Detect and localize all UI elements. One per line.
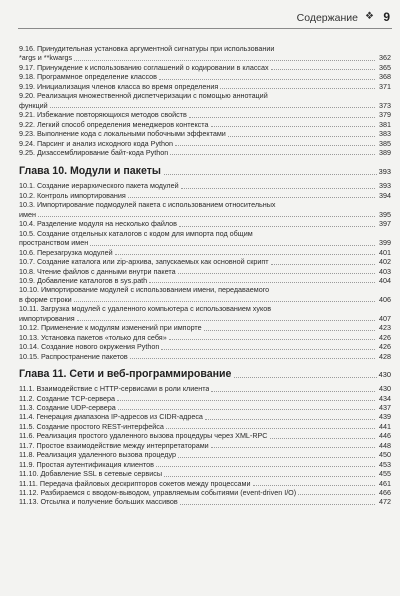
toc-entry-title: 11.12. Разбираемся с вводом-выводом, управляемым событиями (event-driven I/O) xyxy=(19,488,297,498)
dot-leader xyxy=(164,174,377,175)
toc-entry-title: 10.1. Создание иерархического пакета модулей xyxy=(19,181,179,191)
toc-entry-title: 9.21. Избежание повторяющихся методов свойств xyxy=(19,110,187,120)
toc-entry-page: 365 xyxy=(379,62,391,72)
dot-leader xyxy=(211,126,376,127)
toc-entry-title: 9.19. Инициализация членов класса во время определения xyxy=(19,81,219,91)
toc-entry-page: 385 xyxy=(379,138,391,148)
toc-entry[interactable] xyxy=(19,82,391,91)
dot-leader xyxy=(161,349,375,350)
toc-entry-title: 9.20. Реализация множественной диспетчеризации с помощью аннотаций xyxy=(19,91,268,101)
toc-entry-page: 394 xyxy=(379,190,391,200)
toc-entry[interactable] xyxy=(19,431,391,440)
dot-leader xyxy=(159,79,375,80)
toc-entry-page: 455 xyxy=(379,469,391,479)
dot-leader xyxy=(205,419,375,420)
toc-entry-page: 402 xyxy=(379,257,391,267)
toc-entry-title: пространством имен xyxy=(19,238,89,248)
chapter-9-tail-list xyxy=(19,44,391,157)
toc-entry-page: 423 xyxy=(379,323,391,333)
dot-leader xyxy=(77,320,375,321)
toc-entry-title: 9.25. Дизассемблирование байт-кода Python xyxy=(19,147,169,157)
toc-entry[interactable] xyxy=(19,304,391,313)
toc-entry[interactable] xyxy=(19,323,391,332)
toc-entry-page: 362 xyxy=(379,53,391,63)
toc-entry-title: 9.18. Программное определение классов xyxy=(19,72,157,82)
running-header xyxy=(0,10,400,28)
toc-entry-title: 11.10. Добавление SSL в сетевые сервисы xyxy=(19,469,163,479)
chapter-11-heading[interactable] xyxy=(19,368,391,381)
toc-entry-title: 10.13. Установка пакетов «только для себя» xyxy=(19,332,167,342)
dot-leader xyxy=(298,494,375,495)
toc-entry[interactable] xyxy=(19,285,391,294)
toc-entry-page: 426 xyxy=(379,342,391,352)
dot-leader xyxy=(118,409,375,410)
toc-entry[interactable] xyxy=(19,63,391,72)
toc-entry-page: 403 xyxy=(379,266,391,276)
toc-entry[interactable] xyxy=(19,412,391,421)
toc-entry-title: 9.17. Принуждение к использованию соглашений о кодировании в классах xyxy=(19,62,269,72)
toc-entry-title: 11.3. Создание UDP-сервера xyxy=(19,402,116,412)
toc-entry[interactable] xyxy=(19,394,391,403)
dot-leader xyxy=(178,457,375,458)
dot-leader xyxy=(130,358,375,359)
dot-leader xyxy=(166,428,375,429)
toc-entry-title: 10.2. Контроль импортирования xyxy=(19,190,126,200)
toc-entry[interactable] xyxy=(19,352,391,361)
toc-entry-page: 401 xyxy=(379,247,391,257)
toc-entry-title: *args и **kwargs xyxy=(19,53,73,63)
toc-entry[interactable] xyxy=(19,479,391,488)
dot-leader xyxy=(149,282,375,283)
toc-entry[interactable] xyxy=(19,229,391,238)
dot-leader xyxy=(228,136,375,137)
toc-entry[interactable] xyxy=(19,450,391,459)
toc-entry-title: 10.3. Импортирование подмодулей пакета с использованием относительных xyxy=(19,200,276,210)
dot-leader xyxy=(170,154,375,155)
toc-entry[interactable] xyxy=(19,314,391,323)
toc-entry[interactable] xyxy=(19,110,391,119)
toc-entry-title: 11.11. Передача файловых дескрипторов сокетов между процессами xyxy=(19,478,251,488)
toc-entry-title: в форме строки xyxy=(19,294,72,304)
dot-leader xyxy=(211,391,375,392)
toc-entry-title: функций xyxy=(19,100,48,110)
toc-entry-title: 11.2. Создание TCP-сервера xyxy=(19,393,115,403)
toc-entry[interactable] xyxy=(19,120,391,129)
toc-entry-title: 11.7. Простое взаимодействие между интерпретаторами xyxy=(19,440,209,450)
toc-entry[interactable] xyxy=(19,53,391,62)
chapter-10-heading[interactable] xyxy=(19,165,391,178)
table-of-contents xyxy=(19,44,391,507)
toc-entry-page: 404 xyxy=(379,275,391,285)
dot-leader xyxy=(74,301,375,302)
dot-leader xyxy=(271,264,375,265)
toc-entry-page: 397 xyxy=(379,219,391,229)
diamond-icon: ❖ xyxy=(365,11,374,22)
toc-entry[interactable] xyxy=(19,460,391,469)
dot-leader xyxy=(115,254,375,255)
toc-entry[interactable] xyxy=(19,403,391,412)
dot-leader xyxy=(156,466,375,467)
toc-entry-page: 453 xyxy=(379,459,391,469)
toc-entry-page: 381 xyxy=(379,119,391,129)
toc-entry-title: 10.6. Перезагрузка модулей xyxy=(19,247,113,257)
dot-leader xyxy=(50,107,375,108)
toc-entry[interactable] xyxy=(19,257,391,266)
toc-entry-title: 9.22. Легкий способ определения менеджеров контекста xyxy=(19,119,209,129)
toc-entry[interactable] xyxy=(19,497,391,506)
toc-entry[interactable] xyxy=(19,267,391,276)
toc-entry-page: 430 xyxy=(379,384,391,394)
toc-entry-title: 10.7. Создание каталога или zip-архива, запускаемых как основной скрипт xyxy=(19,257,269,267)
dot-leader xyxy=(204,330,375,331)
chapter-11-title: Глава 11. Сети и веб-программирование xyxy=(19,368,232,381)
toc-entry-page: 428 xyxy=(379,351,391,361)
dot-leader xyxy=(270,438,376,439)
toc-entry-page: 426 xyxy=(379,332,391,342)
toc-entry-page: 450 xyxy=(379,450,391,460)
dot-leader xyxy=(38,216,375,217)
dot-leader xyxy=(117,400,375,401)
toc-entry-page: 383 xyxy=(379,129,391,139)
dot-leader xyxy=(253,485,376,486)
toc-entry-page: 472 xyxy=(379,497,391,507)
toc-entry-title: 9.24. Парсинг и анализ исходного кода Python xyxy=(19,138,174,148)
toc-entry-title: 11.13. Отсылка и получение больших массивов xyxy=(19,497,178,507)
toc-entry-title: 11.1. Взаимодействие с HTTP-сервисами в роли клиента xyxy=(19,384,210,394)
dot-leader xyxy=(180,504,375,505)
toc-entry-page: 406 xyxy=(379,294,391,304)
toc-entry[interactable] xyxy=(19,276,391,285)
toc-entry[interactable] xyxy=(19,139,391,148)
toc-entry[interactable] xyxy=(19,210,391,219)
toc-entry-page: 373 xyxy=(379,100,391,110)
toc-entry-title: 10.4. Разделение модуля на несколько файлов xyxy=(19,219,177,229)
toc-entry-title: 10.8. Чтение файлов с данными внутри пакета xyxy=(19,266,176,276)
toc-entry-page: 441 xyxy=(379,421,391,431)
toc-entry[interactable] xyxy=(19,422,391,431)
toc-entry[interactable] xyxy=(19,44,391,53)
dot-leader xyxy=(175,145,375,146)
toc-entry[interactable] xyxy=(19,91,391,100)
toc-entry[interactable] xyxy=(19,191,391,200)
page-number: 9 xyxy=(383,10,390,24)
chapter-11-list xyxy=(19,384,391,507)
toc-entry[interactable] xyxy=(19,295,391,304)
toc-entry[interactable] xyxy=(19,129,391,138)
chapter-10-page: 393 xyxy=(378,167,391,177)
toc-entry-page: 399 xyxy=(379,238,391,248)
toc-entry-title: 10.12. Применение к модулям изменений при импорте xyxy=(19,323,202,333)
chapter-10-list xyxy=(19,181,391,361)
dot-leader xyxy=(271,69,375,70)
toc-entry[interactable] xyxy=(19,342,391,351)
toc-entry-title: 10.10. Импортирование модулей с использованием имени, передаваемого xyxy=(19,285,270,295)
toc-entry-page: 448 xyxy=(379,440,391,450)
dot-leader xyxy=(220,88,375,89)
toc-entry-page: 389 xyxy=(379,147,391,157)
toc-entry-title: 9.23. Выполнение кода с локальными побочными эффектами xyxy=(19,129,226,139)
toc-entry[interactable] xyxy=(19,384,391,393)
toc-entry[interactable] xyxy=(19,200,391,209)
toc-entry-title: 11.6. Реализация простого удаленного вызова процедуры через XML-RPC xyxy=(19,431,268,441)
toc-entry-page: 446 xyxy=(379,431,391,441)
toc-entry[interactable] xyxy=(19,148,391,157)
toc-entry[interactable] xyxy=(19,238,391,247)
chapter-11-page: 430 xyxy=(378,370,391,380)
toc-entry[interactable] xyxy=(19,441,391,450)
toc-entry-title: 10.11. Загрузка модулей с удаленного компьютера с использованием хуков xyxy=(19,304,272,314)
toc-entry-page: 395 xyxy=(379,209,391,219)
toc-entry-page: 437 xyxy=(379,402,391,412)
dot-leader xyxy=(211,447,375,448)
toc-entry-page: 439 xyxy=(379,412,391,422)
toc-entry-title: импортирования xyxy=(19,313,75,323)
dot-leader xyxy=(181,188,375,189)
toc-entry-page: 407 xyxy=(379,313,391,323)
toc-entry-title: 10.14. Создание нового окружения Python xyxy=(19,342,160,352)
toc-entry-title: 11.9. Простая аутентификация клиентов xyxy=(19,459,154,469)
toc-entry-page: 434 xyxy=(379,393,391,403)
toc-entry-title: 11.5. Создание простого REST-интерфейса xyxy=(19,421,164,431)
toc-entry-title: имен xyxy=(19,209,36,219)
toc-entry-page: 393 xyxy=(379,181,391,191)
header-rule xyxy=(18,28,392,29)
toc-entry-page: 368 xyxy=(379,72,391,82)
toc-entry-page: 461 xyxy=(379,478,391,488)
dot-leader xyxy=(234,377,376,378)
toc-entry[interactable] xyxy=(19,488,391,497)
dot-leader xyxy=(189,117,375,118)
dot-leader xyxy=(128,197,375,198)
dot-leader xyxy=(169,339,375,340)
dot-leader xyxy=(178,273,375,274)
chapter-10-title: Глава 10. Модули и пакеты xyxy=(19,165,161,178)
toc-entry-page: 371 xyxy=(379,81,391,91)
toc-entry-page: 466 xyxy=(379,488,391,498)
toc-entry[interactable] xyxy=(19,469,391,478)
toc-entry-title: 9.16. Принудительная установка аргументной сигнатуры при использовании xyxy=(19,44,275,53)
toc-entry[interactable] xyxy=(19,72,391,81)
dot-leader xyxy=(90,245,375,246)
header-title: Содержание xyxy=(296,12,358,24)
dot-leader xyxy=(164,476,375,477)
toc-entry[interactable] xyxy=(19,248,391,257)
toc-entry-title: 10.15. Распространение пакетов xyxy=(19,351,128,361)
toc-entry[interactable] xyxy=(19,101,391,110)
dot-leader xyxy=(74,60,375,61)
toc-entry-title: 11.8. Реализация удаленного вызова процедур xyxy=(19,450,176,460)
toc-entry-title: 10.5. Создание отдельных каталогов с кодом для импорта под общим xyxy=(19,228,253,238)
toc-entry[interactable] xyxy=(19,219,391,228)
toc-entry-title: 10.9. Добавление каталогов в sys.path xyxy=(19,275,148,285)
dot-leader xyxy=(179,226,375,227)
toc-entry-page: 379 xyxy=(379,110,391,120)
toc-entry[interactable] xyxy=(19,181,391,190)
toc-entry-title: 11.4. Генерация диапазона IP-адресов из CIDR-адреса xyxy=(19,412,203,422)
toc-entry[interactable] xyxy=(19,333,391,342)
